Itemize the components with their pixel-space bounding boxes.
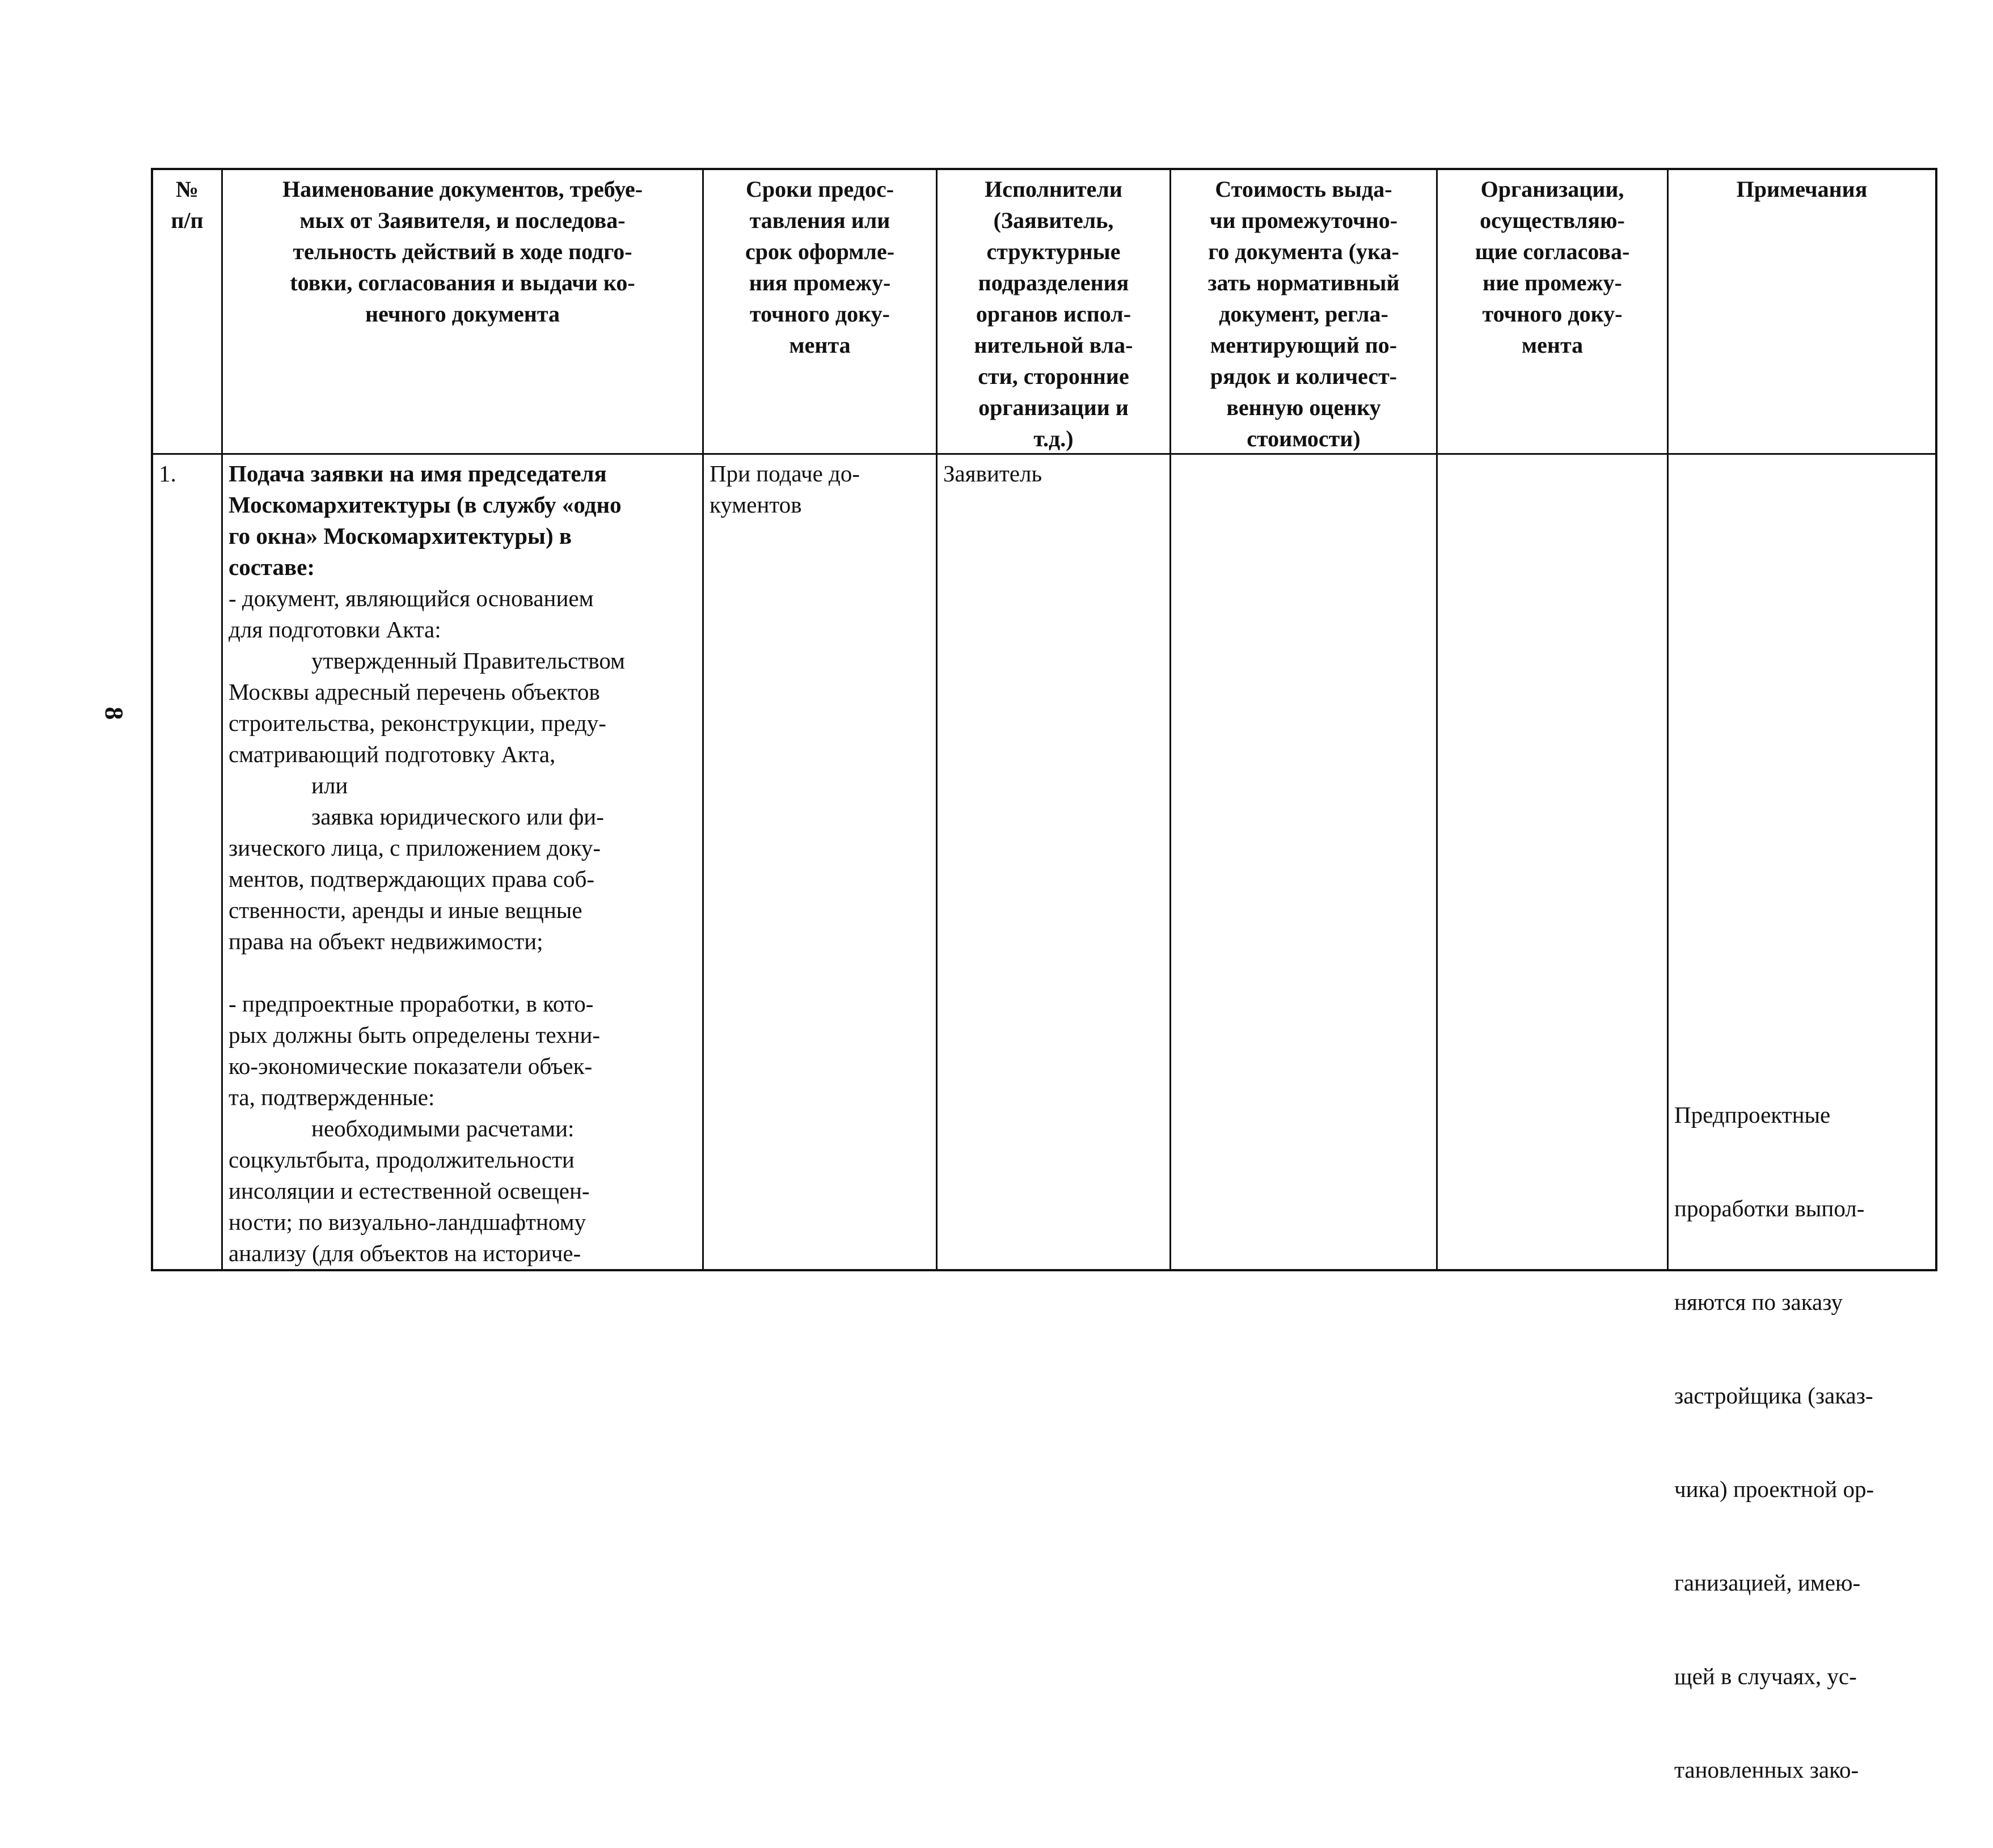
row-organizations [1438,455,1669,1269]
text-line: для подготовки Акта: [229,616,441,642]
row-notes [1669,455,1935,1783]
text-line: соцкультбыта, продолжительности [229,1147,575,1173]
header-executors: Исполнители (Заявитель, структурные подразделения органов испол- нительной вла- сти, сторонние организации и т.д.) [938,170,1171,455]
text-line: анализу (для объектов на историче- [229,1240,581,1266]
note-line: застройщика (заказ- [1674,1382,1873,1409]
text-line: Москвы адресный перечень объектов [229,679,600,705]
text-line: - документ, являющийся основанием [229,585,594,611]
header-organizations: Организации, осуществляю- щие согласова- ние промежу- точного доку- мента [1438,170,1669,455]
note-line: проработки выпол- [1674,1195,1865,1221]
text-line: рых должны быть определены техни- [229,1022,601,1048]
text-line: та, подтвержденные: [229,1084,435,1110]
note-line: щей в случаях, ус- [1674,1663,1857,1689]
text-line: сматривающий подготовку Акта, [229,741,556,767]
header-number: № п/п [153,170,223,455]
note-line: няются по заказу [1674,1289,1843,1315]
paragraph-gap [229,957,702,988]
text-line: утвержденный Правительством [311,648,625,674]
text-line: заявка юридического или фи- [311,804,604,830]
note-line: тановленных зако- [1674,1757,1859,1783]
text-line: ственности, аренды и иные вещные [229,897,582,923]
text-line: или [311,772,348,798]
text-line: ментов, подтверждающих права соб- [229,866,595,892]
notes-text [1674,1037,1874,1848]
text-line: права на объект недвижимости; [229,928,543,954]
page-number: 8 [100,707,129,720]
note-line: Предпроектные [1674,1102,1831,1128]
text-line: ко-экономические показатели объек- [229,1053,593,1079]
note-line: ганизацией, имею- [1674,1570,1861,1596]
text-line: - предпроектные проработки, в кото- [229,991,594,1017]
text-line: необходимыми расчетами: [311,1115,575,1141]
procedure-table [151,168,1937,1783]
row-documents [223,455,704,1269]
header-documents: Наименование документов, требуе- мых от Заявителя, и последова- тельность действий в ходе подго- tовки, согласования и выдачи ко- нечного документа [223,170,704,455]
header-notes: Примечания [1669,170,1935,455]
text-line: зического лица, с приложением доку- [229,835,601,861]
title-line: составе: [229,554,315,580]
row-number: 1. [153,455,223,1269]
header-cost: Стоимость выда- чи промежуточно- го документа (ука- зать нормативный документ, регла- ментирующий по- рядок и количест- венную оценку стоимости) [1171,170,1438,455]
row-terms: При подаче до- кументов [704,455,938,1269]
note-line: чика) проектной ор- [1674,1476,1874,1502]
title-line: го окна» Москомархитектуры) в [229,523,572,549]
header-terms: Сроки предос- тавления или срок оформле- ния промежу- точного доку- мента [704,170,938,455]
title-line: Подача заявки на имя председателя [229,460,607,487]
row-cost [1171,455,1438,1269]
text-line: инсоляции и естественной освещен- [229,1178,590,1204]
row-executor: Заявитель [938,455,1171,1269]
text-line: строительства, реконструкции, преду- [229,710,606,736]
text-line: ности; по визуально-ландшафтному [229,1209,586,1235]
title-line: Москомархитектуры (в службу «одно [229,492,622,518]
